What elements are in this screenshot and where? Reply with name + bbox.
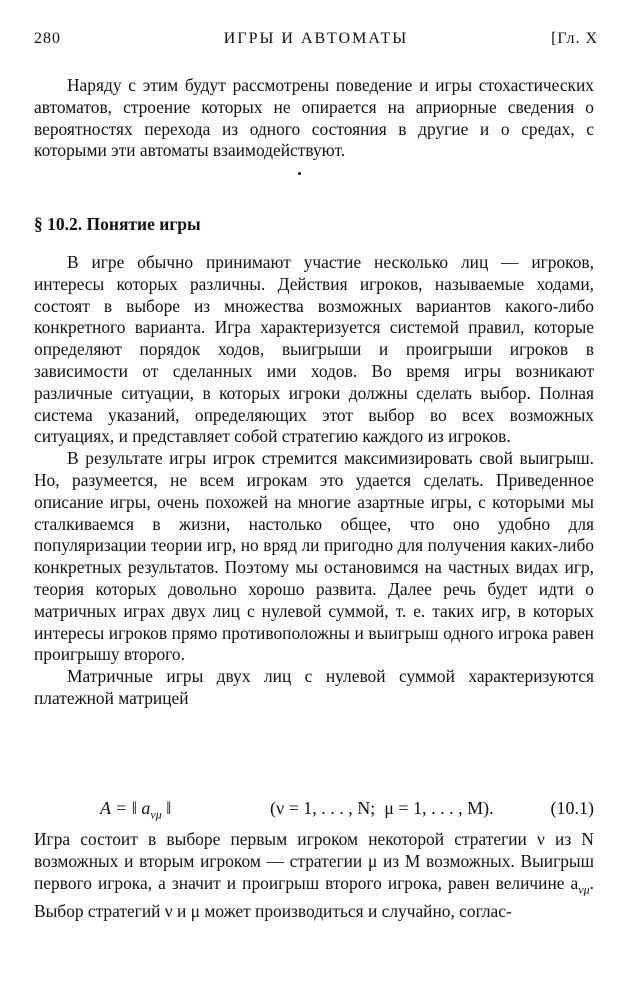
- formula-lhs: [100, 796, 171, 827]
- page-number: 280: [34, 30, 61, 47]
- section-body: [34, 252, 594, 710]
- paragraph-3: Матричные игры двух лиц с нулевой суммой характеризуются платежной матрицей: [34, 666, 594, 708]
- stray-dot: [298, 172, 301, 175]
- paragraph-intro: Наряду с этим будут рассмотрены поведение и игры стохастических автоматов, строение которых не опирается на априорные сведения о вероятностях перехода из одного состояния в другие и о средах, с которыми эти автоматы взаимодействуют.: [34, 75, 594, 161]
- paragraph-4-end: . Выбор стратегий ν и μ может производиться и случайно, соглас-: [34, 872, 594, 921]
- equation-number: (10.1): [550, 798, 594, 818]
- paragraph-4-subscript: νμ: [578, 882, 590, 897]
- paragraph-4: [34, 829, 594, 923]
- section-heading: § 10.2. Понятие игры: [34, 214, 201, 234]
- running-title: ИГРЫ И АВТОМАТЫ: [223, 30, 409, 47]
- running-head: [34, 30, 598, 54]
- paragraph-4-main: Игра состоит в выборе первым игроком некоторой стратегии ν из N возможных и вторым игроком — стратегии μ из M возможных. Выигрыш первого игрока, а значит и проигрыш второго игрока, равен величине a: [34, 829, 594, 893]
- paragraph-2: В результате игры игрок стремится максимизировать свой выигрыш. Но, разумеется, не всем игрокам это удается сделать. Приведенное описание игры, очень похожей на многие азартные игры, с которыми мы сталкиваемся в жизни, настолько общее, что оно удобно для популяризации теории игр, но вряд ли пригодно для получения каких-либо конкретных результатов. Поэтому мы остановимся на частных видах игр, теория которых довольно хорошо развита. Далее речь будет идти о матричных играх двух лиц с нулевой суммой, т. е. таких игр, в которых интересы игроков прямо противоположны и выигрыш одного игрока равен проигрышу второго.: [34, 448, 594, 665]
- formula-lhs-end: ‖: [161, 798, 172, 818]
- paragraph-1: В игре обычно принимают участие несколько лиц — игроков, интересы которых различны. Действия игроков, называемые ходами, состоят в выборе из множества возможных вариантов какого-либо конкретного варианта. Игра характеризуется системой правил, которые определяют порядок ходов, выигрыши и проигрыши игроков в зависимости от сделанных ими ходов. Во время игры возникают различные ситуации, в которых игроки должны сделать выбор. Полная система указаний, определяющих этот выбор во всех возможных ситуациях, и представляет собой стратегию каждого из игроков.: [34, 252, 594, 447]
- formula-range: (ν = 1, . . . , N; μ = 1, . . . , M).: [270, 798, 494, 818]
- formula-lhs-subscript: νμ: [150, 807, 162, 822]
- closing-block: [34, 829, 594, 923]
- formula-lhs-main: A = ‖ a: [100, 798, 151, 818]
- chapter-reference: [Гл. X: [551, 30, 598, 47]
- intro-block: [34, 75, 594, 162]
